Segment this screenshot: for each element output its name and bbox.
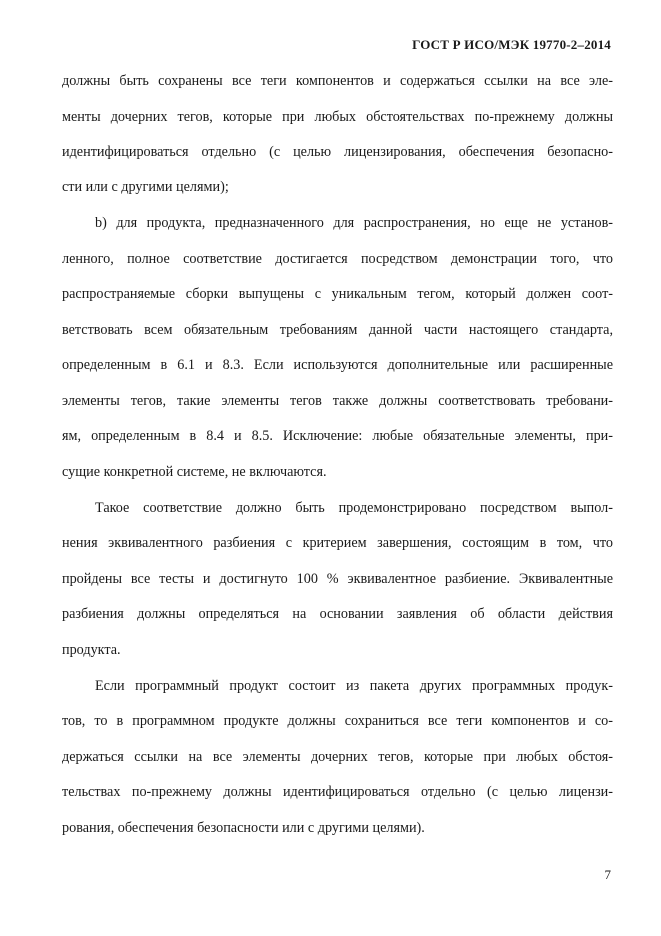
text-line: тельствах по-прежнему должны идентифицироваться отдельно (с целью лицензи- xyxy=(62,784,613,800)
text-line: держаться ссылки на все элементы дочерних тегов, которые при любых обстоя- xyxy=(62,749,613,765)
text-line: продукта. xyxy=(62,642,121,658)
text-line: пройдены все тесты и достигнуто 100 % эквивалентное разбиение. Эквивалентные xyxy=(62,571,613,587)
text-line: тов, то в программном продукте должны сохраниться все теги компонентов и со- xyxy=(62,713,613,729)
text-line: ленного, полное соответствие достигается посредством демонстрации того, что xyxy=(62,251,613,267)
text-line: должны быть сохранены все теги компонентов и содержаться ссылки на все эле- xyxy=(62,73,613,89)
text-line: идентифицироваться отдельно (с целью лицензирования, обеспечения безопасно- xyxy=(62,144,613,160)
text-line: нения эквивалентного разбиения с критерием завершения, состоящим в том, что xyxy=(62,535,613,551)
text-line: ветствовать всем обязательным требованиям данной части настоящего стандарта, xyxy=(62,322,613,338)
text-line: менты дочерних тегов, которые при любых обстоятельствах по-прежнему должны xyxy=(62,109,613,125)
text-line: сущие конкретной системе, не включаются. xyxy=(62,464,327,480)
text-line: разбиения должны определяться на основании заявления об области действия xyxy=(62,606,613,622)
document-header: ГОСТ Р ИСО/МЭК 19770-2–2014 xyxy=(412,37,611,52)
text-line: сти или с другими целями); xyxy=(62,179,229,195)
text-line: b) для продукта, предназначенного для распространения, но еще не установ- xyxy=(95,215,613,231)
text-line: Такое соответствие должно быть продемонстрировано посредством выпол- xyxy=(95,500,613,516)
text-line: элементы тегов, такие элементы тегов также должны соответствовать требовани- xyxy=(62,393,613,409)
text-line: распространяемые сборки выпущены с уникальным тегом, который должен соот- xyxy=(62,286,613,302)
text-line: Если программный продукт состоит из пакета других программных продук- xyxy=(95,678,613,694)
text-line: ям, определенным в 8.4 и 8.5. Исключение: любые обязательные элементы, при- xyxy=(62,428,613,444)
page-number: 7 xyxy=(604,867,611,882)
text-line: определенным в 6.1 и 8.3. Если используются дополнительные или расширенные xyxy=(62,357,613,373)
text-line: рования, обеспечения безопасности или с другими целями). xyxy=(62,820,425,836)
